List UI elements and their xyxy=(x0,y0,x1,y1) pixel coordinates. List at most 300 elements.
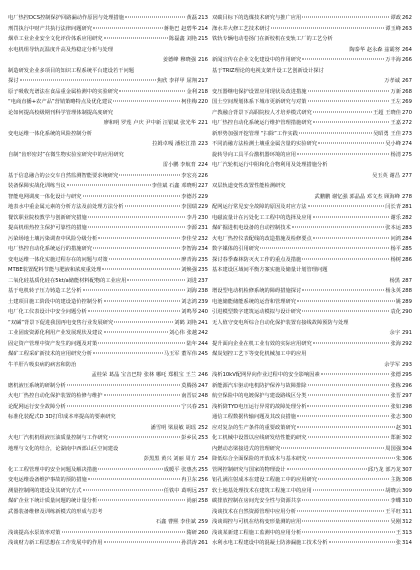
toc-entry-authors: 李国瑞 xyxy=(181,204,197,210)
toc-entry xyxy=(212,213,412,224)
toc-entry-page: 245 xyxy=(197,351,208,357)
dot-leader xyxy=(67,185,151,186)
toc-entry-title: 煤矿掘进机电设备的自动控制技术 xyxy=(212,225,291,231)
toc-entry-title: 牛羊肝片吸虫病的病害和防治 xyxy=(8,361,77,368)
toc-entry xyxy=(8,381,208,392)
toc-entry-page: 223 xyxy=(197,141,208,147)
toc-entry xyxy=(212,276,412,287)
toc-entry-page: 217 xyxy=(197,78,208,84)
dot-leader xyxy=(313,122,390,123)
toc-entry-page: 258 xyxy=(197,498,208,504)
toc-entry-authors: 袁化 xyxy=(390,309,401,315)
toc-entry xyxy=(8,234,208,245)
toc-entry-authors: 宁兴春 xyxy=(181,403,197,410)
toc-entry-authors: 谢乐 xyxy=(390,214,401,221)
dot-leader xyxy=(114,321,173,322)
toc-entry-page: 231 xyxy=(197,225,208,231)
dot-leader xyxy=(93,353,163,354)
toc-entry-page: 213 xyxy=(197,15,208,21)
toc-entry xyxy=(212,34,412,45)
toc-entry xyxy=(8,486,208,497)
toc-entry-title: 磨机液压系统的研制分析 xyxy=(8,382,66,389)
toc-entry-authors: 问鸿 xyxy=(390,235,401,242)
toc-entry-page: 224 xyxy=(197,162,208,168)
dot-leader xyxy=(127,279,185,280)
dot-leader xyxy=(302,17,389,18)
toc-entry-title: 基于TRIZ理论的电视支架升设工艺创新设计探讨 xyxy=(212,67,324,74)
dot-leader xyxy=(104,332,169,333)
toc-entry-authors: 王嘉 xyxy=(390,120,401,126)
toc-entry xyxy=(212,202,412,213)
toc-entry-title: 探讨春季森林防灭火工作的重点及措施 xyxy=(212,256,302,263)
dot-leader xyxy=(98,500,185,501)
dot-leader xyxy=(271,27,384,28)
toc-entry-title: 探讨 xyxy=(8,78,19,84)
toc-entry-page: 229 xyxy=(197,204,208,210)
dot-leader xyxy=(302,290,384,291)
toc-entry-title: 二氧化硅基质化硅在5kt/a储能材料配物的工业应用 xyxy=(8,277,127,284)
toc-entry-authors: 邱乃龙 部乃龙 xyxy=(367,466,401,473)
toc-entry-page: 266 xyxy=(401,57,412,63)
toc-entry-title: 双碳目标下的选煤技术研究与推广应用 xyxy=(212,15,302,21)
dot-leader xyxy=(297,510,384,511)
toc-entry-page: 272 xyxy=(401,120,412,126)
dot-leader xyxy=(119,174,180,175)
toc-entry xyxy=(212,24,412,35)
toc-entry-authors: 李丹 xyxy=(186,214,197,221)
toc-entry-page: 307 xyxy=(401,466,412,473)
toc-entry xyxy=(212,13,412,24)
toc-entry-title: 土建项目施工阶段中的建设造价控制分析 xyxy=(8,298,103,305)
toc-entry-page: 278 xyxy=(401,193,412,200)
toc-entry-title: 武器装备维修及训练新模式的形成与思考 xyxy=(8,508,103,515)
toc-entry-authors: 杨树 xyxy=(390,256,401,263)
toc-entry-page: 297 xyxy=(401,393,412,399)
toc-entry xyxy=(212,318,412,329)
toc-entry xyxy=(212,118,412,129)
toc-entry xyxy=(212,328,412,339)
toc-entry-authors: 朱 xyxy=(395,456,401,462)
toc-entry-page: 277 xyxy=(401,172,412,179)
toc-entry-authors: 张海 xyxy=(390,340,401,347)
toc-entry xyxy=(212,517,412,528)
dot-leader xyxy=(308,384,390,385)
toc-entry-authors: 金利 xyxy=(186,88,197,95)
toc-entry-title: 提升面向企业在机工业有效的实际应用研究 xyxy=(212,340,312,347)
toc-entry-title: 标准化装配式D 3D打印成本率提高的要素研究 xyxy=(8,414,116,420)
toc-entry-page: 254 xyxy=(197,456,208,462)
toc-entry xyxy=(8,276,208,287)
toc-entry-title: 地理与文化的结合，论湖南中西部山区空间建设 xyxy=(8,445,119,452)
toc-entry-page: 314 xyxy=(401,540,412,546)
toc-entry-page: 302 xyxy=(401,435,412,441)
toc-entry-page: 281 xyxy=(401,204,412,210)
toc-entry xyxy=(8,87,208,98)
dot-leader xyxy=(308,437,390,438)
toc-entry xyxy=(212,223,412,234)
toc-entry-title: 不同消融方法检测土壤重金属含量的实验研究 xyxy=(212,141,317,147)
toc-entry-authors: 胡晓云 xyxy=(385,487,401,494)
toc-entry xyxy=(8,286,208,297)
toc-entry-authors: 陆年 xyxy=(186,340,197,347)
toc-entry-authors: 李德苏 xyxy=(181,193,197,200)
toc-entry xyxy=(8,129,208,140)
toc-entry-authors: 闫长青 xyxy=(385,204,401,210)
toc-entry-title: 煤矿工程采矿新技术的应用研究分析 xyxy=(8,351,92,357)
toc-entry-authors: 姚 xyxy=(395,298,401,305)
dot-leader xyxy=(93,27,163,28)
toc-entry-title: 火电厂热控自动化保护装置的检修与维护 xyxy=(8,393,103,399)
toc-entry xyxy=(212,160,412,171)
toc-entry-page: 308 xyxy=(401,477,412,483)
dot-leader xyxy=(125,17,185,18)
toc-entry-title: 煤炭划控工艺下等变化机械加工中的应用 xyxy=(212,351,307,357)
dot-leader xyxy=(83,290,186,291)
dot-leader xyxy=(109,258,180,259)
toc-entry-authors: 张 xyxy=(395,540,401,546)
dot-leader xyxy=(93,248,180,249)
toc-entry-title: 产教融合背景下高职院校人才培养模式研究 xyxy=(212,109,312,116)
toc-entry-authors: 尚丽 xyxy=(186,498,197,504)
toc-entry xyxy=(212,339,412,350)
toc-entry-authors: 刘心伟 张越 xyxy=(169,330,197,336)
toc-entry-title: 水电机组导轨瓦温度升高及热稳定分析与处理 xyxy=(8,46,113,53)
dot-leader xyxy=(302,258,389,259)
toc-entry-page: 240 xyxy=(197,309,208,315)
toc-entry xyxy=(212,55,412,66)
toc-entry-authors: 柯佳梅 xyxy=(181,99,197,105)
toc-entry-authors: 王左 xyxy=(390,99,401,105)
toc-entry-authors: 吴昭勇 王佳 xyxy=(373,130,401,137)
toc-entry xyxy=(212,108,412,119)
toc-entry xyxy=(212,486,412,497)
toc-entry-title: 国土空间规划体系下城市更新研究与对策 xyxy=(212,99,307,105)
dot-leader xyxy=(307,405,389,406)
toc-entry-authors: 孟桂荣 葛晶 宝音巴特 张林 哪吒 郑根宝 王兰 xyxy=(91,372,196,378)
toc-entry-authors: 南晋辰 xyxy=(181,393,197,399)
toc-entry xyxy=(212,255,412,266)
toc-entry xyxy=(212,381,412,392)
toc-entry-title: 管网控制研究与国家的物理设计 xyxy=(212,466,286,473)
toc-entry-page: 287 xyxy=(401,277,412,284)
toc-entry xyxy=(212,307,412,318)
toc-entry-title: 电厂汽轮机运行中阻和化合物利用及处理措施分析 xyxy=(212,162,328,168)
toc-entry-authors: 张如 xyxy=(390,403,401,410)
toc-entry-page: 256 xyxy=(197,477,208,483)
toc-entry xyxy=(212,192,412,203)
toc-entry-title: 新闻宣传在企业文化建设中的作用研究 xyxy=(212,57,302,63)
toc-entry xyxy=(212,507,412,518)
dot-leader xyxy=(98,237,180,238)
dot-leader xyxy=(308,395,390,396)
toc-entry xyxy=(8,360,208,371)
dot-leader xyxy=(67,405,180,406)
toc-entry-title: 电厂热控DCS控制保护回路漏动作原因与处理措施 xyxy=(8,15,125,21)
toc-entry-page: 235 xyxy=(197,267,208,273)
toc-entry-page: 309 xyxy=(401,487,412,494)
toc-entry-page: 235 xyxy=(197,256,208,263)
toc-entry xyxy=(212,496,412,507)
toc-entry-title: “电商直播+农产品”营销策略特点及优化建议 xyxy=(8,99,113,105)
toc-entry-page: 296 xyxy=(401,382,412,389)
toc-entry-page: 241 xyxy=(197,319,208,326)
dot-leader xyxy=(119,90,185,91)
toc-entry-authors: 隋研 xyxy=(186,529,197,536)
toc-entry-authors: 蒋艳巴 赵碧华 xyxy=(163,25,197,32)
toc-entry-title: 地表水中重金属元素的分析方法及前处理方法分析 xyxy=(8,204,124,210)
dot-leader xyxy=(308,206,385,207)
toc-entry xyxy=(8,391,208,402)
toc-entry-page: 218 xyxy=(197,88,208,95)
toc-entry-title: 电池储能储能系统的运营和管理研究 xyxy=(212,298,296,305)
toc-entry xyxy=(8,244,208,255)
toc-entry-authors: 彭乡民 xyxy=(181,435,197,441)
toc-entry xyxy=(8,181,208,192)
toc-entry-title: 应对复杂的生产条件的重要政策研究 xyxy=(212,424,296,431)
toc-entry-title: 固定资产管理中资产发生的问题及对策 xyxy=(8,340,98,347)
toc-entry xyxy=(212,181,412,192)
toc-entry-authors: 张德 xyxy=(390,372,401,378)
toc-entry-authors: 马玉军 董军伟 xyxy=(163,351,197,357)
toc-entry-title: 涤水井大修工艺技术研讨 xyxy=(212,25,270,32)
toc-entry-authors: 吴小峰 xyxy=(385,141,401,147)
toc-entry-title: 自制“齿形密封”在微生物实验室研究中的应用研究 xyxy=(8,151,124,158)
dot-leader xyxy=(318,479,389,480)
dot-leader xyxy=(98,342,185,343)
toc-entry-title: 铁轨专辆电动卷扬门在新校机在变轨工厂的工艺分析 xyxy=(212,36,333,42)
dot-leader xyxy=(83,489,163,490)
toc-entry-authors: 刘海 xyxy=(186,288,197,294)
toc-entry-title: 旋转导向工具平台激机器环境的应用 xyxy=(212,151,296,158)
toc-entry-page: 310 xyxy=(401,498,412,504)
toc-entry-page: 230 xyxy=(197,214,208,221)
toc-entry xyxy=(8,412,208,423)
dot-leader xyxy=(297,416,389,417)
toc-entry-title: 浅析降TYD电压运行异常的故障处理分析 xyxy=(212,403,307,410)
toc-entry xyxy=(8,150,208,161)
dot-leader xyxy=(313,237,390,238)
toc-entry-authors: 周国强 xyxy=(385,445,401,452)
toc-entry-title: 浅谈技术在自然资源管理中应用分析 xyxy=(212,508,296,515)
toc-entry-authors: 余宇 xyxy=(389,330,400,336)
toc-entry xyxy=(212,66,412,77)
toc-entry xyxy=(8,24,208,35)
dot-leader xyxy=(313,216,390,217)
toc-entry xyxy=(8,76,208,87)
toc-entry-page: 288 xyxy=(401,288,412,294)
toc-entry-authors: 万新 xyxy=(390,88,401,95)
toc-entry-authors: 刘进 xyxy=(186,277,197,284)
dot-leader xyxy=(260,248,389,249)
toc-entry-page: 238 xyxy=(197,288,208,294)
toc-entry-title: 浅谈财力新工程思想在工作发展中的作用 xyxy=(8,540,103,546)
toc-entry-page: 232 xyxy=(197,235,208,242)
toc-entry-authors: 张本运 xyxy=(385,225,401,231)
toc-entry-page: 237 xyxy=(197,277,208,284)
toc-entry xyxy=(8,517,208,528)
toc-entry-page: 247 xyxy=(197,382,208,389)
toc-entry xyxy=(8,349,208,360)
toc-entry-title: 变电运维设备维护事故的预防措施 xyxy=(8,477,87,483)
toc-entry xyxy=(212,97,412,108)
toc-entry-authors: 彭黑黑 黄兴 刘丽 周方 xyxy=(143,456,196,462)
toc-entry-title: 制造研发企业多项目的知识工程系统平台建设若干问题 xyxy=(8,67,134,74)
toc-entry-authors: 谭玉峰 xyxy=(385,25,401,32)
toc-entry-page: 255 xyxy=(197,466,208,473)
dot-leader xyxy=(109,437,180,438)
toc-entry xyxy=(8,538,208,549)
toc-entry-title: 双层轨道变性改置性能检测研究 xyxy=(212,183,286,189)
toc-entry-title: 增设型电动机检修系统的障碍措施探讨 xyxy=(212,288,302,294)
toc-entry-title: 变压器继电保护设置应用现状及改进措施 xyxy=(212,88,307,95)
dot-leader xyxy=(302,59,384,60)
toc-entry-authors: 万丰海 xyxy=(385,57,401,63)
toc-entry-page: 239 xyxy=(197,298,208,305)
toc-entry-authors: 谭政 xyxy=(390,15,401,21)
dot-leader xyxy=(308,90,390,91)
toc-entry-title: 基于电机转子压力铸造工艺分析 xyxy=(8,288,82,294)
dot-leader xyxy=(102,269,180,270)
dot-leader xyxy=(302,311,389,312)
dot-leader xyxy=(67,384,180,385)
toc-entry xyxy=(8,370,208,381)
toc-entry-page: 226 xyxy=(197,172,208,179)
dot-leader xyxy=(83,195,181,196)
toc-entry-authors: 张栋 xyxy=(390,382,401,389)
toc-entry xyxy=(8,507,208,518)
toc-entry-page: 244 xyxy=(197,340,208,347)
dot-leader xyxy=(281,447,384,448)
toc-entry xyxy=(8,255,208,266)
toc-entry-title: 降低综合全面保险的开放成本与基本研究 xyxy=(212,456,307,462)
toc-column-left xyxy=(8,13,208,549)
toc-entry-title: 新能源汽车驱动电机防护保养与故障排除 xyxy=(212,382,307,389)
toc-entry-authors: 杨黑 xyxy=(389,277,400,284)
toc-entry-page: 260 xyxy=(197,529,208,536)
toc-entry xyxy=(8,160,208,171)
dot-leader xyxy=(313,111,372,112)
toc-entry xyxy=(212,139,412,150)
toc-entry-title: 电厂化工仪表设计中安全问题分析 xyxy=(8,309,87,315)
toc-entry-title: 智能电网调度一体化设计与研究 xyxy=(8,193,82,200)
toc-entry-authors: 吴玉英 谢昌 xyxy=(372,172,400,179)
toc-entry xyxy=(8,213,208,224)
toc-entry-page: 282 xyxy=(401,214,412,221)
toc-entry-title: 浅析10kV配网异向作业过程中的安全影响因素 xyxy=(212,372,320,378)
toc-entry-title: 碳排放控制在房间光安全性与资源共享 xyxy=(212,498,302,504)
dot-leader xyxy=(302,521,389,522)
toc-entry-page: 298 xyxy=(401,403,412,410)
toc-entry xyxy=(212,297,412,308)
dot-leader xyxy=(318,143,384,144)
toc-entry xyxy=(212,150,412,161)
toc-entry-title: 内燃动态梁接进式的管理研究 xyxy=(212,445,281,452)
toc-entry-title: 化工工程管理中的安全问题及解决措施 xyxy=(8,466,98,473)
toc-entry-authors: 成暖平 张惠杰 xyxy=(163,466,197,473)
dot-leader xyxy=(302,500,389,501)
toc-entry xyxy=(212,265,412,276)
toc-entry-title: 铝孔满注射成本在建设工程施工中的应用研究 xyxy=(212,477,317,483)
toc-entry-authors: 吴刚 xyxy=(390,519,401,525)
toc-entry-page: 270 xyxy=(401,109,412,116)
toc-entry-page: 286 xyxy=(401,256,412,263)
toc-entry-authors: 姜德峰 穆晓强 xyxy=(162,57,196,63)
dot-leader xyxy=(299,132,372,133)
dot-leader xyxy=(302,531,394,532)
toc-entry-page: 269 xyxy=(401,99,412,105)
toc-entry-authors: 张晋 xyxy=(390,393,401,399)
toc-entry-title: MTBE装置配料节能与肥液和浓度重处理 xyxy=(8,267,102,273)
toc-entry xyxy=(212,234,412,245)
toc-entry xyxy=(212,244,412,255)
toc-entry-page: 283 xyxy=(401,225,412,231)
toc-entry xyxy=(8,339,208,350)
toc-entry xyxy=(8,465,208,476)
dot-leader xyxy=(308,458,395,459)
toc-entry-page: 304 xyxy=(401,445,412,452)
toc-entry xyxy=(212,538,412,549)
toc-entry-title: 工业固废资源化利用产业发展现状及建议 xyxy=(8,330,103,336)
toc-entry-page: 300 xyxy=(401,414,412,420)
toc-entry-title: 变电运维一体化实施过程存在的问题与对策 xyxy=(8,256,108,263)
toc-entry xyxy=(8,171,208,182)
dot-leader xyxy=(98,468,163,469)
toc-entry-authors: 石鑫 曹熙 李佳斌 xyxy=(155,519,196,525)
toc-entry-authors: 主陈 xyxy=(390,477,401,483)
dot-leader xyxy=(308,101,390,102)
toc-entry-title: 论如何提高校级期刊科学管理体制提高度研究 xyxy=(8,109,113,116)
toc-entry-title: 餐饮职业院校教学与创新研究措施 xyxy=(8,214,87,221)
toc-entry xyxy=(8,402,208,413)
toc-entry-title: 通信工程数据传输问题及其改良措施 xyxy=(212,414,296,420)
toc-entry-authors: 雷小鹏 李航育 xyxy=(162,162,196,168)
toc-entry-page: 264 xyxy=(401,46,412,53)
toc-entry-authors: 拉姆卓嘎 潘松江措 xyxy=(152,141,196,147)
toc-entry-title: 基本建设区域间平衡方案实施及储量计划管理问题 xyxy=(212,267,328,273)
toc-entry-page: 313 xyxy=(401,529,412,536)
toc-entry-authors: 李佳莹 xyxy=(181,235,197,242)
toc-entry-page: 259 xyxy=(197,519,208,525)
toc-entry-page: 275 xyxy=(401,151,412,158)
toc-entry-authors: 刘鸣琴 xyxy=(181,309,197,315)
toc-entry-authors: 廖青海 xyxy=(181,256,197,263)
toc-entry xyxy=(212,45,412,56)
dot-leader xyxy=(88,479,180,480)
toc-entry-title: 新形势加强开挖管理 “扫除”工作实践 xyxy=(212,130,298,137)
toc-entry-page: 257 xyxy=(197,487,208,494)
dot-leader xyxy=(88,216,186,217)
toc-entry xyxy=(8,433,208,444)
toc-entry xyxy=(212,391,412,402)
toc-entry-title: 软土地基处理技术在建筑工程施工中的应用 xyxy=(212,487,312,494)
toc-entry-page: 234 xyxy=(197,246,208,252)
toc-entry-page: 248 xyxy=(197,393,208,399)
toc-entry-authors: 李宏亮 xyxy=(181,172,197,179)
toc-entry xyxy=(212,475,412,486)
toc-entry-title: “双碱”背景下促进我国再电变售行业发展研究 xyxy=(8,319,114,326)
dot-leader xyxy=(104,300,181,301)
toc-entry-page: 221 xyxy=(197,120,208,126)
toc-entry xyxy=(8,475,208,486)
toc-entry-title: 基于信息融合的公交车自然监测智能要求统研究 xyxy=(8,172,119,179)
toc-entry xyxy=(212,412,412,423)
toc-entry-title: 水利水电工程建设中的混凝土防渗漏施工技术分析 xyxy=(212,540,328,546)
toc-entry-title: 装备保障实战化训练当议 xyxy=(8,183,66,189)
toc-entry xyxy=(8,265,208,276)
toc-entry-page: 220 xyxy=(197,99,208,105)
dot-leader xyxy=(297,300,395,301)
toc-entry-page: 291 xyxy=(401,330,412,336)
